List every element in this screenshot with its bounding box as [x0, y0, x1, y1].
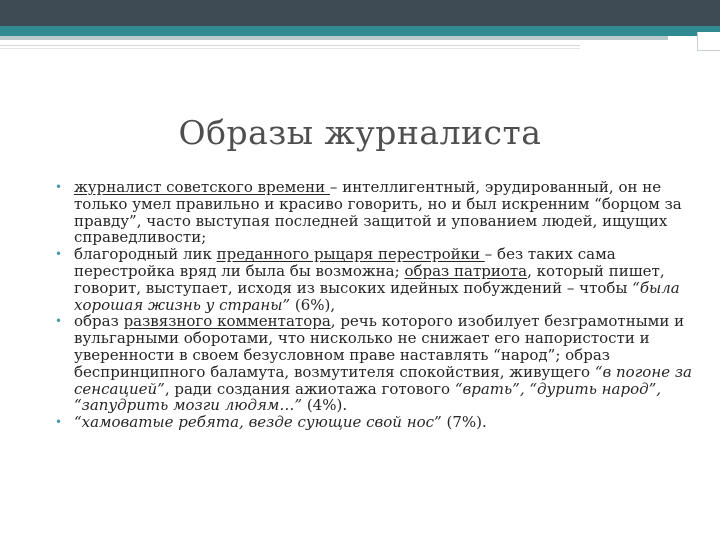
bullet-3-text-e: , ради создания ажиотажа готового: [164, 379, 455, 398]
bullet-4-quote: “хамоватые ребята, везде сующие свой нос”: [74, 413, 442, 432]
bullet-1-underlined: журналист советского времени: [74, 178, 330, 196]
bullet-item-commentator: [55, 312, 702, 415]
corner-decoration: [697, 32, 720, 51]
bullet-2-text-c: – без таких сама перестройка вряд ли была бы возможна;: [74, 245, 616, 280]
bullet-2-percent: (6%),: [290, 295, 336, 314]
bullet-list: [55, 178, 702, 432]
bullet-3-text-a: образ: [74, 312, 124, 331]
divider-line-secondary: [0, 48, 580, 49]
bullet-item-boorish-guys: [55, 413, 702, 432]
accent-bar: [0, 26, 720, 36]
bullet-3-underlined: развязного комментатора: [123, 312, 331, 331]
bullet-2-text-e: , который пишет, говорит, выступает, исходя из высоких идейных побуждений – чтобы: [74, 261, 665, 297]
slide-title: Образы журналиста: [178, 113, 542, 152]
divider-line: [0, 45, 580, 46]
accent-stripe: [0, 36, 668, 40]
bullet-2-underlined-patriot: образ патриота: [404, 261, 528, 280]
bullet-2-underlined-knight: преданного рыцаря перестройки: [216, 245, 485, 264]
bullet-2-text-a: благородный лик: [74, 245, 217, 264]
bullet-4-percent: (7%).: [441, 413, 487, 432]
bullet-3-percent: (4%).: [302, 396, 348, 415]
bullet-3-quote-lies: “врать”, “дурить народ”, “запудрить мозги людям…”: [74, 379, 662, 415]
bullet-item-knight-of-perestroika: [55, 245, 702, 314]
bullet-icon: •: [55, 180, 63, 194]
bullet-1-text: – интеллигентный, эрудированный, он не только умел правильно и красиво говорить, но и был искренним “борцом за правду”, часто выступая последней защитой и упованием людей, ищущих справедливости;: [74, 178, 682, 247]
bullet-icon: •: [55, 247, 63, 262]
bullet-2-quote: “была хорошая жизнь у страны”: [74, 278, 680, 314]
bullet-icon: •: [55, 314, 63, 329]
bullet-item-soviet-journalist: [55, 178, 702, 247]
bullet-icon: •: [55, 415, 63, 430]
bullet-3-text-c: , речь которого изобилует безграмотными и вульгарными оборотами, что нисколько не снижает его напористости и уверенности в своем безусловном праве наставлять “народ”; образ беспринципного баламута, возмутителя спокойствия, живущего: [74, 312, 685, 381]
bullet-3-quote-sensation: “в погоне за сенсацией”: [74, 362, 692, 398]
header-band: [0, 0, 720, 26]
